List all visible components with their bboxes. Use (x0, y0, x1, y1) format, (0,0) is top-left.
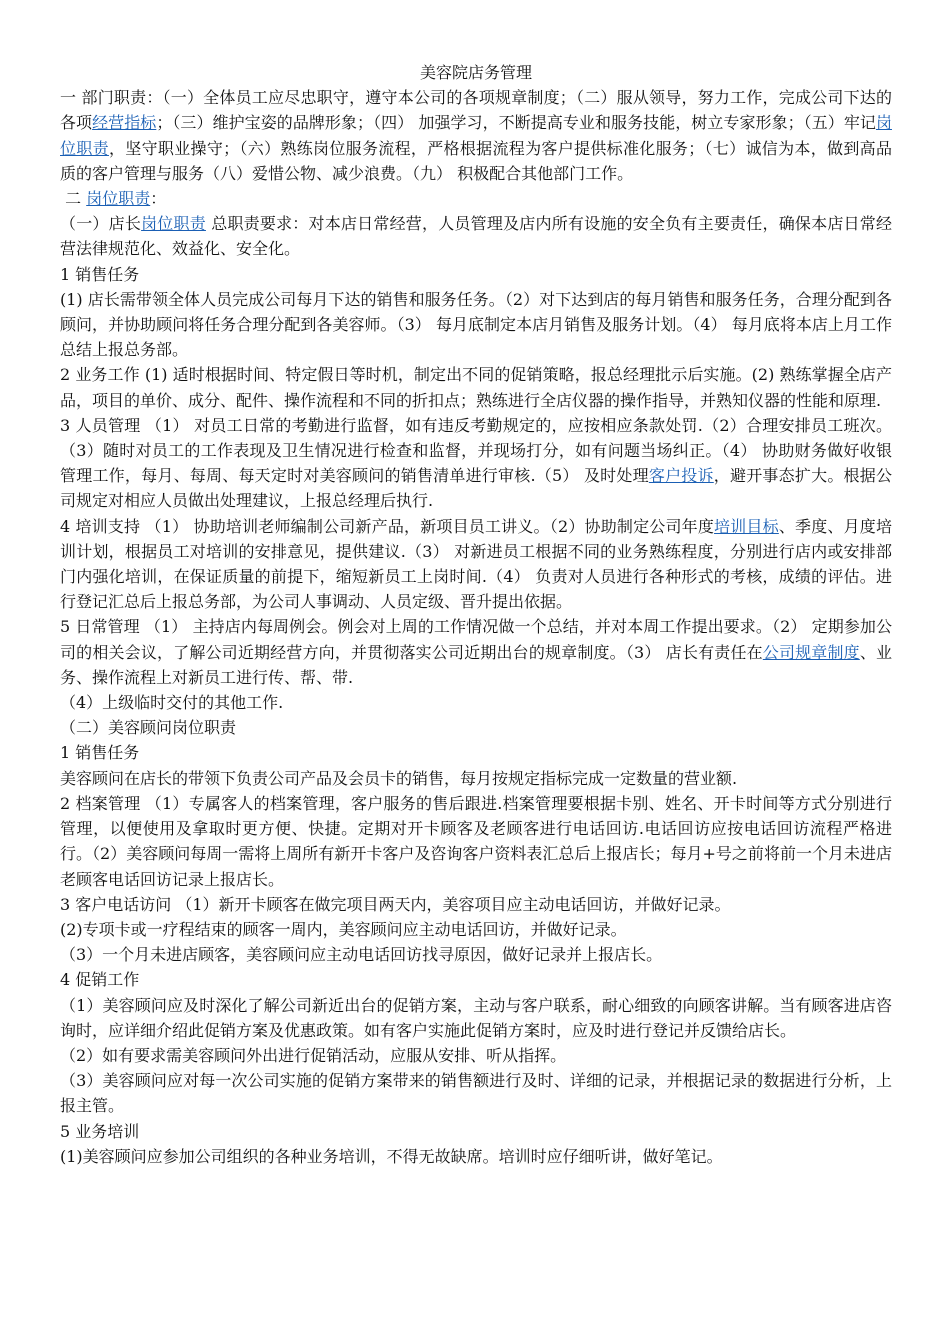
paragraph-file-management: 2 档案管理 （1）专属客人的档案管理，客户服务的售后跟进.档案管理要根据卡别、姓名、开卡时间等方式分别进行管理，以便使用及拿取时更方便、快捷。定期对开卡顾客及老顾客进行电话回访.电话回访应按电话回访流程严格进行。（2）美容顾问每周一需将上周所有新开卡客户及咨询客户资料表汇总后上报店长；每月+号之前将前一个月未进店老顾客电话回访记录上报店长。 (60, 793, 892, 889)
paragraph-phone-visit-1: 3 客户电话访问 （1）新开卡顾客在做完项目两天内，美容项目应主动电话回访，并做好记录。 (60, 894, 731, 914)
paragraph-promotion-2: （2）如有要求需美容顾问外出进行促销活动，应服从安排、听从指挥。 (60, 1045, 567, 1065)
paragraph-sales-task: (1) 店长需带领全体人员完成公司每月下达的销售和服务任务。（2）对下达到店的每月销售和服务任务，合理分配到各顾问，并协助顾问将任务合理分配到各美容师。（3） 每月底制定本店月销售及服务计划。（4） 每月底将本店上月工作总结上报总务部。 (60, 289, 892, 360)
text: ；（三）维护宝姿的品牌形象；（四） 加强学习，不断提高专业和服务技能，树立专家形象；（五）牢记 (156, 113, 876, 133)
heading-consultant-sales: 1 销售任务 (60, 743, 140, 763)
text: 总职责要求：对本店日常经营，人员管理及店内所有设施的安全负有主要责任，确保本店日常经营法律规范化、效益化、安全化。 (60, 214, 892, 259)
section-department-duties (60, 85, 892, 186)
link-company-rules[interactable]: 公司规章制度 (762, 642, 860, 662)
paragraph-training-support (60, 514, 892, 615)
paragraph-phone-visit-2: (2)专项卡或一疗程结束的顾客一周内，美容顾问应主动电话回访，并做好记录。 (60, 919, 627, 939)
link-job-duties-heading[interactable]: 岗位职责 (86, 189, 151, 209)
document-title: 美容院店务管理 (419, 63, 532, 82)
link-business-targets[interactable]: 经营指标 (92, 113, 157, 133)
paragraph-consultant-sales: 美容顾问在店长的带领下负责公司产品及会员卡的销售，每月按规定指标完成一定数量的营业额. (60, 768, 738, 788)
text: 二 (65, 189, 87, 209)
heading-sales-task: 1 销售任务 (60, 264, 140, 284)
heading-promotion: 4 促销工作 (60, 970, 140, 990)
link-job-duties[interactable]: 岗位职责 (60, 113, 892, 158)
text: 3 人员管理 （1） 对员工日常的考勤进行监督，如有违反考勤规定的，应按相应条款处罚.（2）合理安排员工班次。（3）随时对员工的工作表现及卫生情况进行检查和监督，并现场打分，如有问题当场纠正。（4） 协助财务做好收银管理工作，每月、每周、每天定时对美容顾问的销售清单进行审核.（5） 及时处理 (60, 415, 892, 486)
text: ，避开事态扩大。根据公司规定对相应人员做出处理建议，上报总经理后执行. (60, 466, 892, 511)
paragraph-staff-management (60, 413, 892, 514)
section-job-duties-heading (60, 186, 892, 211)
paragraph-business-training-1: (1)美容顾问应参加公司组织的各种业务培训，不得无故缺席。培训时应仔细听讲，做好笔记。 (60, 1146, 723, 1166)
heading-business-training: 5 业务培训 (60, 1121, 140, 1141)
heading-consultant-duties: （二）美容顾问岗位职责 (60, 718, 237, 738)
text: ，坚守职业操守；（六）熟练岗位服务流程，严格根据流程为客户提供标准化服务；（七）诚信为本，做到高品质的客户管理与服务（八）爱惜公物、减少浪费。（九） 积极配合其他部门工作。 (60, 138, 892, 183)
paragraph-daily-management-4: （4）上级临时交付的其他工作. (60, 693, 284, 713)
text: 5 日常管理 （1） 主持店内每周例会。例会对上周的工作情况做一个总结，并对本周工作提出要求。（2） 定期参加公司的相关会议，了解公司近期经营方向，并贯彻落实公司近期出台的规章制度。（3） 店长有责任在 (60, 617, 892, 662)
section-manager-duties (60, 211, 892, 261)
text: 一 部门职责：（一）全体员工应尽忠职守，遵守本公司的各项规章制度；（二）服从领导，努力工作，完成公司下达的各项 (60, 88, 892, 133)
paragraph-phone-visit-3: （3）一个月未进店顾客，美容顾问应主动电话回访找寻原因，做好记录并上报店长。 (60, 945, 663, 965)
text: 、业务、操作流程上对新员工进行传、帮、带. (60, 642, 892, 687)
paragraph-promotion-1: （1）美容顾问应及时深化了解公司新近出台的促销方案，主动与客户联系，耐心细致的向顾客讲解。当有顾客进店咨询时，应详细介绍此促销方案及优惠政策。如有客户实施此促销方案时，应及时进行登记并反馈给店长。 (60, 995, 892, 1040)
link-customer-complaints[interactable]: 客户投诉 (648, 466, 714, 486)
link-manager-job-duties[interactable]: 岗位职责 (141, 214, 206, 234)
paragraph-business-work: 2 业务工作 (1) 适时根据时间、特定假日等时机，制定出不同的促销策略，报总经理批示后实施。(2) 熟练掌握全店产品，项目的单价、成分、配件、操作流程和不同的折扣点；熟练进行全店仪器的操作指导，并熟知仪器的性能和原理. (60, 365, 892, 410)
paragraph-daily-management (60, 614, 892, 690)
text: 、季度、月度培训计划，根据员工对培训的安排意见，提供建议.（3） 对新进员工根据不同的业务熟练程度，分别进行店内或安排部门内强化培训，在保证质量的前提下，缩短新员工上岗时间.（4） 负责对人员进行各种形式的考核，成绩的评估。进行登记汇总后上报总务部，为公司人事调动、人员定级、晋升提出依据。 (60, 516, 892, 612)
link-training-goals[interactable]: 培训目标 (714, 516, 779, 536)
text: ： (150, 189, 167, 209)
paragraph-promotion-3: （3）美容顾问应对每一次公司实施的促销方案带来的销售额进行及时、详细的记录，并根据记录的数据进行分析，上报主管。 (60, 1071, 892, 1116)
text: 4 培训支持 （1） 协助培训老师编制公司新产品，新项目员工讲义。（2）协助制定公司年度 (60, 516, 715, 536)
text: （一）店长 (60, 214, 142, 234)
